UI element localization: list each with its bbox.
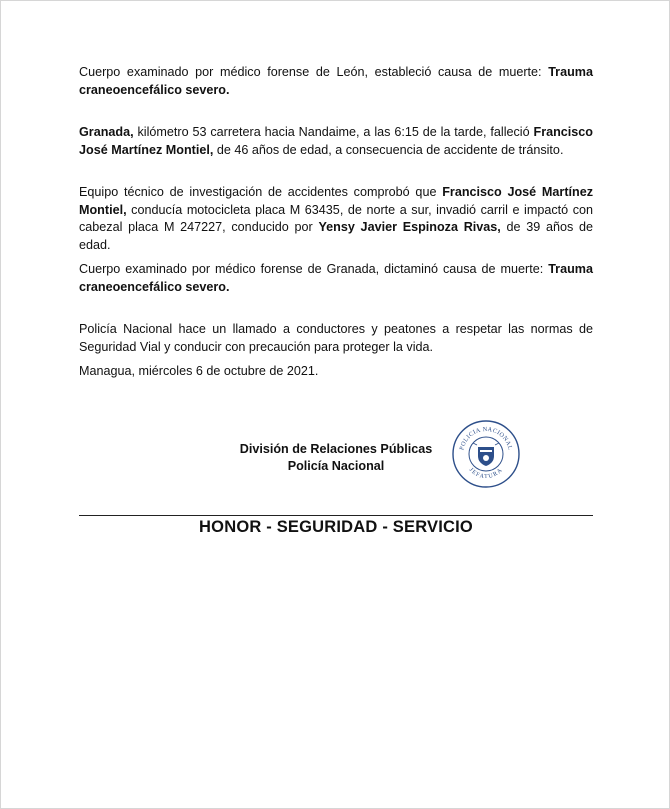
- paragraph-text: Cuerpo examinado por médico forense de León, estableció causa de muerte:: [79, 65, 549, 79]
- paragraph-text: de 39 años de edad.: [79, 220, 593, 252]
- paragraph-bold-text: Trauma craneoencefálico severo.: [79, 262, 593, 294]
- paragraph-text: de 46 años de edad, a consecuencia de accidente de tránsito.: [213, 142, 564, 157]
- paragraph-granada-autopsy: [79, 261, 593, 296]
- paragraph-bold-text: Francisco José Martínez Montiel,: [79, 125, 593, 157]
- division-name: División de Relaciones Públicas: [239, 442, 433, 456]
- motto: HONOR - SEGURIDAD - SERVICIO: [199, 518, 473, 536]
- svg-text:JEFATURA: JEFATURA: [467, 466, 505, 481]
- paragraph-bold-text: Trauma craneoencefálico severo.: [79, 65, 593, 97]
- paragraph-text: Equipo técnico de investigación de accidentes comprobó que: [79, 185, 443, 199]
- paragraph-text: kilómetro 53 carretera hacia Nandaime, a las 6:15 de la tarde, falleció: [133, 125, 534, 139]
- institution-name: Policía Nacional: [287, 459, 385, 473]
- footer-divider: [79, 515, 593, 516]
- signature-block: [201, 441, 471, 475]
- paragraph-bold-text: Granada,: [79, 125, 134, 139]
- paragraph-text: Cuerpo examinado por médico forense de Granada, dictaminó causa de muerte:: [79, 262, 549, 276]
- dateline: Managua, miércoles 6 de octubre de 2021.: [79, 364, 319, 378]
- paragraph-text: conducía motocicleta placa M 63435, de norte a sur, invadió carril e impactó con cabezal placa M 247227, conducido por: [79, 202, 593, 234]
- paragraph-bold-text: Yensy Javier Espinoza Rivas,: [318, 220, 501, 234]
- paragraph-road-safety-call: Policía Nacional hace un llamado a conductores y peatones a respetar las normas de Seguridad Vial y conducir con precaución para proteger la vida.: [79, 322, 593, 354]
- paragraph-leon-autopsy: [79, 64, 593, 99]
- paragraph-investigation: [79, 184, 593, 254]
- paragraph-granada-incident: [79, 124, 593, 159]
- svg-text:POLICIA NACIONAL: POLICIA NACIONAL: [458, 425, 514, 451]
- paragraph-bold-text: Francisco José Martínez Montiel,: [79, 185, 594, 217]
- police-seal-icon: [451, 419, 521, 489]
